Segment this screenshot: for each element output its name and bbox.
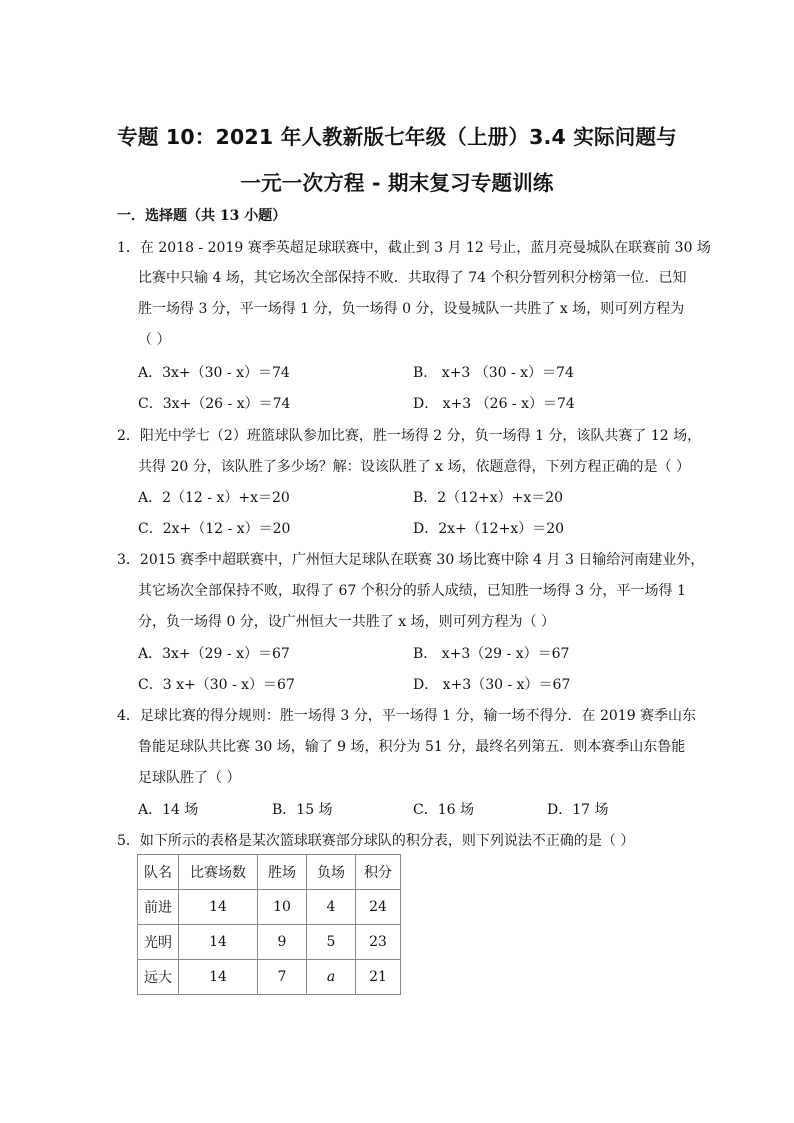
- q4-option-a: A．14 场: [138, 802, 199, 818]
- table-cell: 7: [258, 960, 307, 995]
- q1-line-2: 比赛中只输 4 场，其它场次全部保持不败．共取得了 74 个积分暂列积分榜第一位．已知: [138, 270, 687, 286]
- q2-line-1: 2．阳光中学七（2）班篮球队参加比赛，胜一场得 2 分，负一场得 1 分，该队共赛了 12 场，: [117, 428, 702, 444]
- table-header-cell: 队名: [138, 855, 179, 890]
- table-row: [138, 960, 401, 995]
- table-row: [138, 890, 401, 925]
- q4-option-c: C．16 场: [413, 802, 474, 818]
- q1-option-c: C．3x+（26 - x）＝74: [138, 396, 291, 412]
- q3-option-a: A．3x+（29 - x）＝67: [138, 646, 290, 662]
- table-cell: a: [307, 960, 356, 995]
- table-cell: 21: [356, 960, 401, 995]
- q4-option-b: B．15 场: [272, 802, 333, 818]
- q5-line-1: 5．如下所示的表格是某次篮球联赛部分球队的积分表，则下列说法不正确的是（ ）: [117, 833, 635, 849]
- table-cell: 远大: [138, 960, 179, 995]
- document-title-line-1: 专题 10：2021 年人教新版七年级（上册）3.4 实际问题与: [117, 125, 677, 149]
- table-cell: 14: [179, 960, 258, 995]
- q2-option-d: D．2x+（12+x）＝20: [413, 521, 565, 537]
- q2-option-c: C．2x+（12 - x）＝20: [138, 521, 291, 537]
- q2-option-a: A．2（12 - x）+x＝20: [138, 490, 290, 506]
- q3-line-3: 分，负一场得 0 分，设广州恒大一共胜了 x 场，则可列方程为（ ）: [138, 614, 556, 630]
- table-cell: 4: [307, 890, 356, 925]
- table-header-cell: 积分: [356, 855, 401, 890]
- q3-option-b: B． x+3（29 - x）＝67: [413, 646, 570, 662]
- table-cell: 9: [258, 925, 307, 960]
- q4-line-2: 鲁能足球队共比赛 30 场，输了 9 场，积分为 51 分，最终名列第五．则本赛季山东鲁能: [138, 739, 686, 755]
- table-cell: 23: [356, 925, 401, 960]
- table-cell: 14: [179, 925, 258, 960]
- table-header-cell: 比赛场数: [179, 855, 258, 890]
- table-cell: 24: [356, 890, 401, 925]
- q4-option-d: D．17 场: [547, 802, 609, 818]
- section-heading: 一．选择题（共 13 小题）: [117, 208, 287, 224]
- q2-line-2: 共得 20 分，该队胜了多少场？解：设该队胜了 x 场，依题意得，下列方程正确的是（ ）: [138, 459, 690, 475]
- q1-option-d: D． x+3 （26 - x）＝74: [413, 396, 575, 412]
- q4-line-1: 4．足球比赛的得分规则：胜一场得 3 分，平一场得 1 分，输一场不得分．在 2019 赛季山东: [117, 708, 697, 724]
- q1-option-a: A．3x+（30 - x）＝74: [138, 365, 290, 381]
- q3-line-1: 3．2015 赛季中超联赛中，广州恒大足球队在联赛 30 场比赛中除 4 月 3 日输给河南建业外，: [117, 552, 705, 568]
- table-cell: 5: [307, 925, 356, 960]
- q3-line-2: 其它场次全部保持不败，取得了 67 个积分的骄人成绩，已知胜一场得 3 分，平一场得 1: [138, 583, 686, 599]
- table-cell: 10: [258, 890, 307, 925]
- table-cell: 前进: [138, 890, 179, 925]
- q4-line-3: 足球队胜了（ ）: [138, 770, 241, 786]
- q3-option-d: D． x+3（30 - x）＝67: [413, 677, 571, 693]
- q1-line-3: 胜一场得 3 分，平一场得 1 分，负一场得 0 分，设曼城队一共胜了 x 场，则可列方程为: [138, 301, 685, 317]
- q3-option-c: C．3 x+（30 - x）＝67: [138, 677, 295, 693]
- q2-option-b: B．2（12+x）+x＝20: [413, 490, 564, 506]
- table-header-cell: 负场: [307, 855, 356, 890]
- table-header-cell: 胜场: [258, 855, 307, 890]
- q1-line-4: （ ）: [138, 332, 171, 348]
- document-title-line-2: 一元一次方程 - 期末复习专题训练: [240, 171, 554, 195]
- table-row: [138, 925, 401, 960]
- table-cell: 14: [179, 890, 258, 925]
- standings-table: [137, 854, 401, 995]
- q1-option-b: B． x+3 （30 - x）＝74: [413, 365, 574, 381]
- table-cell: 光明: [138, 925, 179, 960]
- q1-line-1: 1．在 2018 - 2019 赛季英超足球联赛中，截止到 3 月 12 号止，蓝月亮曼城队在联赛前 30 场: [117, 240, 711, 256]
- table-header-row: [138, 855, 401, 890]
